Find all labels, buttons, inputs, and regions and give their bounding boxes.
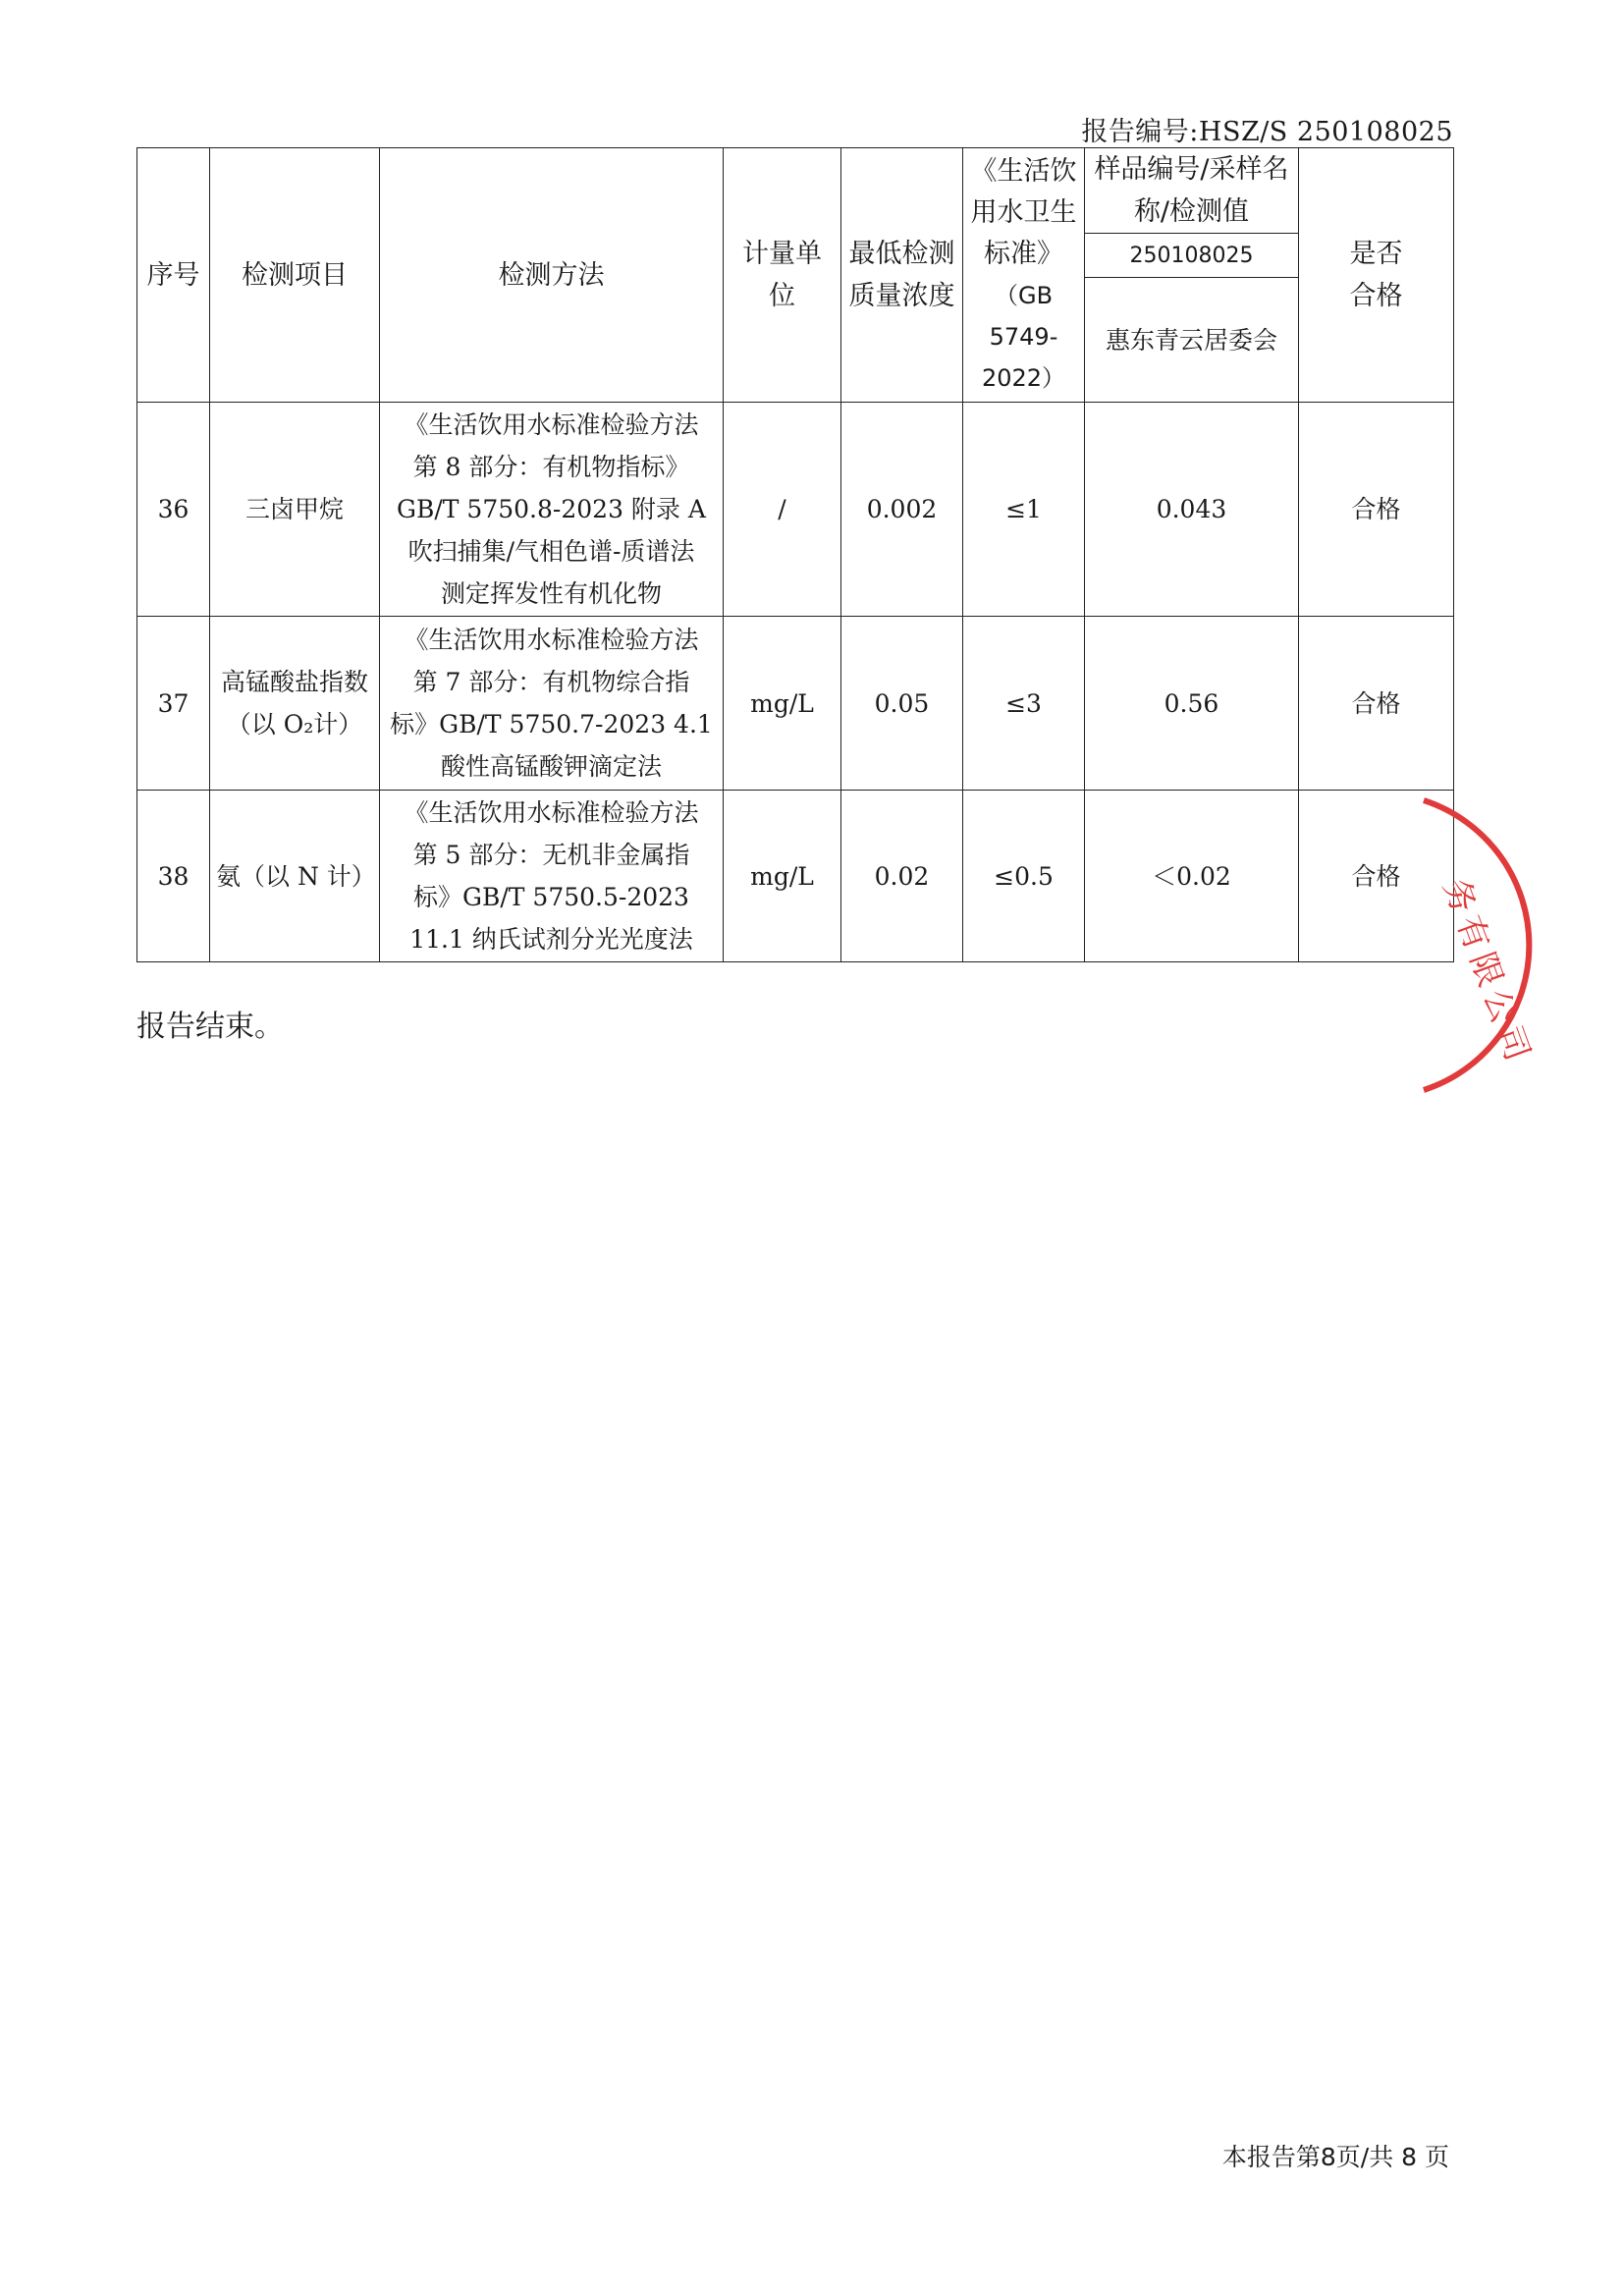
cell-method: [380, 791, 724, 962]
report-number: 报告编号:HSZ/S 250108025: [1081, 117, 1453, 147]
method-line: GB/T 5750.8-2023 附录 A: [397, 495, 706, 523]
cell-mdl: 0.002: [841, 403, 963, 617]
header-mdl-line: 最低检测: [848, 239, 955, 269]
header-sample-name: 惠东青云居委会: [1085, 278, 1299, 403]
cell-mdl: 0.05: [841, 617, 963, 791]
table-row: [137, 617, 1454, 791]
header-unit: 计量单位: [724, 148, 841, 403]
cell-pass: 合格: [1299, 403, 1454, 617]
page-footer: 本报告第8页/共 8 页: [1221, 2143, 1449, 2171]
method-line: 酸性高锰酸钾滴定法: [440, 752, 662, 781]
header-sample-group-line: 样品编号/采样名: [1094, 154, 1289, 185]
cell-index: 36: [137, 403, 210, 617]
header-sample-no: 250108025: [1085, 234, 1299, 278]
header-item: 检测项目: [210, 148, 380, 403]
header-standard-line: （GB: [994, 282, 1054, 309]
header-pass-line: 是否: [1349, 239, 1403, 269]
cell-item-line: 氨（以 N 计）: [216, 861, 376, 891]
header-sample-group-line: 称/检测值: [1133, 196, 1250, 227]
method-line: 《生活饮用水标准检验方法: [404, 626, 699, 654]
cell-item: [210, 791, 380, 962]
cell-item-line: 三卤甲烷: [244, 495, 344, 523]
header-pass-line: 合格: [1349, 281, 1403, 311]
method-line: 《生活饮用水标准检验方法: [404, 410, 699, 439]
cell-value: 0.043: [1085, 403, 1299, 617]
company-seal-stamp: [1384, 786, 1542, 1100]
cell-method: [380, 617, 724, 791]
method-line: 第 7 部分：有机物综合指: [412, 668, 690, 696]
table-row: [137, 791, 1454, 962]
method-line: 11.1 纳氏试剂分光光度法: [409, 925, 693, 954]
cell-limit: ≤0.5: [963, 791, 1085, 962]
header-standard-line: 用水卫生: [970, 197, 1077, 228]
table-row: [137, 403, 1454, 617]
header-standard-line: 5749-: [989, 323, 1058, 351]
cell-index: 37: [137, 617, 210, 791]
header-index: 序号: [137, 148, 210, 403]
method-line: 标》GB/T 5750.5-2023: [413, 883, 689, 911]
header-standard-line: 标准》: [984, 239, 1063, 269]
cell-pass: 合格: [1299, 617, 1454, 791]
cell-item-line: （以 O₂计）: [226, 710, 363, 738]
header-sample-group: [1085, 148, 1299, 234]
method-line: 《生活饮用水标准检验方法: [404, 798, 699, 827]
cell-unit: mg/L: [724, 617, 841, 791]
cell-method: [380, 403, 724, 617]
method-line: 第 5 部分：无机非金属指: [412, 841, 690, 869]
method-line: 测定挥发性有机化物: [440, 579, 662, 608]
method-line: 标》GB/T 5750.7-2023 4.1: [390, 710, 713, 738]
header-standard: [963, 148, 1085, 403]
cell-mdl: 0.02: [841, 791, 963, 962]
cell-limit: ≤1: [963, 403, 1085, 617]
results-table: [136, 147, 1454, 962]
cell-item: [210, 617, 380, 791]
cell-index: 38: [137, 791, 210, 962]
cell-item: [210, 403, 380, 617]
header-standard-line: 《生活饮: [970, 156, 1077, 187]
method-line: 第 8 部分：有机物指标》: [412, 453, 690, 481]
header-pass: [1299, 148, 1454, 403]
cell-limit: ≤3: [963, 617, 1085, 791]
header-method: 检测方法: [380, 148, 724, 403]
cell-unit: /: [724, 403, 841, 617]
cell-value: 0.56: [1085, 617, 1299, 791]
header-standard-line: 2022）: [981, 364, 1066, 392]
report-end-note: 报告结束。: [136, 1010, 284, 1044]
header-mdl: [841, 148, 963, 403]
cell-value: ＜0.02: [1085, 791, 1299, 962]
cell-item-line: 高锰酸盐指数: [220, 668, 368, 696]
method-line: 吹扫捕集/气相色谱-质谱法: [407, 537, 695, 566]
header-mdl-line: 质量浓度: [848, 281, 955, 311]
seal-text: 务有限公司: [1435, 873, 1540, 1072]
cell-pass: 合格: [1299, 791, 1454, 962]
cell-unit: mg/L: [724, 791, 841, 962]
